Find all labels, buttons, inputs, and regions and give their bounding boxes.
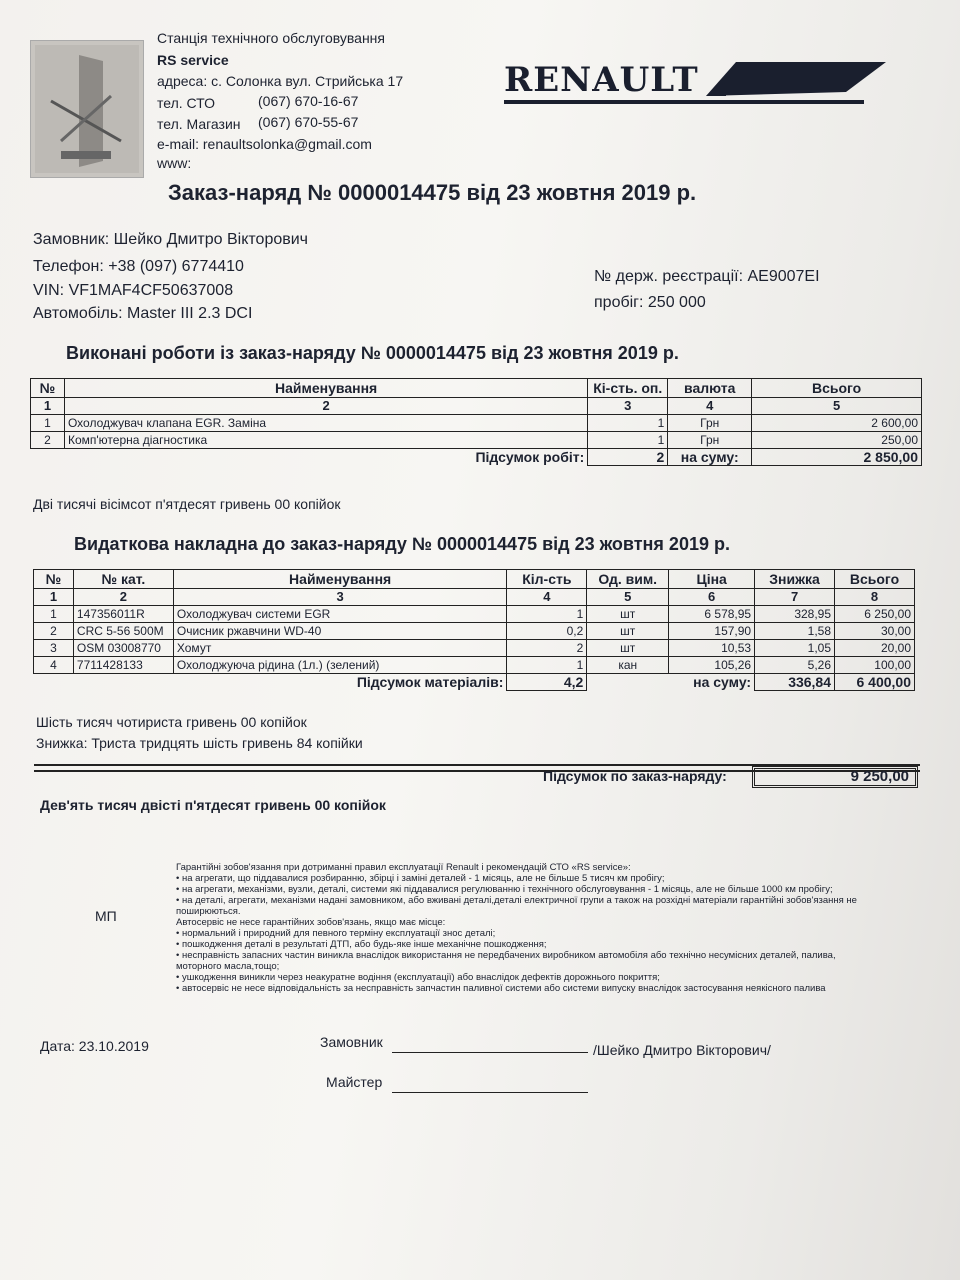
cell: 6 578,95: [669, 606, 755, 623]
works-number-row: [31, 398, 922, 415]
table-row: [34, 657, 915, 674]
works-sum-label: на суму:: [668, 449, 752, 466]
works-subtotal-row: [31, 449, 922, 466]
cell: Охолоджуюча рідина (1л.) (зелений): [173, 657, 507, 674]
warranty-line: Автосервіс не несе гарантійних зобов'язань, якщо має місце:: [176, 917, 446, 928]
table-row: [34, 640, 915, 657]
warranty-line: • на агрегати, механізми, вузли, деталі, системи які піддавалися регулюванню і технічного обслуговування - 1 місяць, але не більше 1000 км пробігу;: [176, 884, 833, 895]
col-qty: Кі-сть. оп.: [588, 379, 668, 398]
cell: 2: [507, 640, 587, 657]
warranty-line: • нормальний і природний для певного терміну експлуатації знос деталі;: [176, 928, 496, 939]
col-index: 3: [173, 589, 507, 606]
works-table: [30, 378, 922, 466]
parts-sum-label: на суму:: [693, 674, 752, 691]
works-header-row: [31, 379, 922, 398]
warranty-line: • на деталі, агрегати, механізми надані замовником, або вживані деталі,деталі електричної групи а також на розхідні матеріали гарантійні зобов'язання не: [176, 895, 857, 906]
customer-signature-name: /Шейко Дмитро Вікторович/: [593, 1042, 771, 1058]
warranty-line: • ушкодження виникли через неакуратне водіння (експлуатації) або внаслідок дефектів дорожнього покриття;: [176, 972, 660, 983]
col-index: 1: [31, 398, 65, 415]
discount-words: Знижка: Триста тридцять шість гривень 84 копійки: [36, 735, 363, 751]
brand-underline: [504, 100, 864, 104]
cell: 4: [34, 657, 74, 674]
warranty-line: поширюються.: [176, 906, 241, 917]
cell: 1: [34, 606, 74, 623]
cell: 2 600,00: [752, 415, 922, 432]
cell: 1: [588, 432, 668, 449]
company-name: RS service: [157, 52, 229, 68]
works-subtotal-qty: 2: [588, 449, 668, 466]
company-logo: [30, 40, 144, 178]
document-date: Дата: 23.10.2019: [40, 1038, 149, 1054]
cell: 105,26: [669, 657, 755, 674]
col-discount: Знижка: [755, 570, 835, 589]
cell: Охолоджувач клапана EGR. Заміна: [64, 415, 587, 432]
cell: шт: [587, 623, 669, 640]
cell: 157,90: [669, 623, 755, 640]
master-signature-line: [392, 1092, 588, 1093]
parts-discount-total: 336,84: [755, 674, 835, 691]
col-total: Всього: [835, 570, 915, 589]
cell: 1: [31, 415, 65, 432]
cell: шт: [587, 640, 669, 657]
registration-number: № держ. реєстрації: AE9007EI: [594, 268, 820, 285]
station-label: Станція технічного обслуговування: [157, 30, 385, 46]
car-model: Автомобіль: Master III 2.3 DCI: [33, 305, 253, 322]
col-index: 5: [752, 398, 922, 415]
works-sum-value: 2 850,00: [752, 449, 922, 466]
cell: 20,00: [835, 640, 915, 657]
warranty-line: Гарантійні зобов'язання при дотриманні правил експлуатації Renault і рекомендацій СТО «RS service»:: [176, 862, 631, 873]
phone-shop: (067) 670-55-67: [258, 114, 359, 130]
table-row: [34, 623, 915, 640]
col-index: 8: [835, 589, 915, 606]
col-index: 1: [34, 589, 74, 606]
col-number: №: [31, 379, 65, 398]
cell: 5,26: [755, 657, 835, 674]
col-currency: валюта: [668, 379, 752, 398]
address: адреса: с. Солонка вул. Стрийська 17: [157, 73, 404, 89]
cell: 2: [34, 623, 74, 640]
col-index: 4: [507, 589, 587, 606]
customer-signature-label: Замовник: [320, 1034, 383, 1050]
parts-subtotal-qty: 4,2: [507, 674, 587, 691]
col-index: 3: [588, 398, 668, 415]
cell: Хомут: [173, 640, 507, 657]
brand-stripes-icon: [696, 62, 886, 100]
col-price: Ціна: [669, 570, 755, 589]
parts-number-row: [34, 589, 915, 606]
parts-title: Видаткова накладна до заказ-наряду № 0000014475 від 23 жовтня 2019 р.: [74, 534, 730, 554]
cell: Комп'ютерна діагностика: [64, 432, 587, 449]
customer-name: Замовник: Шейко Дмитро Вікторович: [33, 231, 309, 248]
parts-sum-value: 6 400,00: [835, 674, 915, 691]
cell: кан: [587, 657, 669, 674]
cell: 250,00: [752, 432, 922, 449]
cell: 147356011R: [73, 606, 173, 623]
parts-table: [33, 569, 915, 691]
col-index: 5: [587, 589, 669, 606]
col-name: Найменування: [173, 570, 507, 589]
cell: 6 250,00: [835, 606, 915, 623]
order-total-value: 9 250,00: [752, 766, 918, 788]
order-total-words: Дев'ять тисяч двісті п'ятдесят гривень 00 копійок: [40, 797, 386, 813]
table-row: [31, 415, 922, 432]
email: e-mail: renaultsolonka@gmail.com: [157, 136, 372, 152]
customer-signature-line: [392, 1052, 588, 1053]
cell: 30,00: [835, 623, 915, 640]
cell: 1: [588, 415, 668, 432]
customer-phone: Телефон: +38 (097) 6774410: [33, 258, 244, 275]
phone-sto: (067) 670-16-67: [258, 93, 359, 109]
cell: 3: [34, 640, 74, 657]
cell: CRC 5-56 500M: [73, 623, 173, 640]
col-number: №: [34, 570, 74, 589]
stamp-label: МП: [95, 908, 117, 924]
col-index: 4: [668, 398, 752, 415]
col-index: 2: [64, 398, 587, 415]
cell: 1: [507, 657, 587, 674]
cell: 7711428133: [73, 657, 173, 674]
cell: OSM 03008770: [73, 640, 173, 657]
www-label: www:: [157, 155, 192, 171]
page-title: Заказ-наряд № 0000014475 від 23 жовтня 2019 р.: [168, 180, 697, 205]
parts-header-row: [34, 570, 915, 589]
cell: Грн: [668, 415, 752, 432]
works-amount-words: Дві тисячі вісімсот п'ятдесят гривень 00 копійок: [33, 496, 341, 512]
col-qty: Кіл-сть: [507, 570, 587, 589]
warranty-line: моторного масла,тощо;: [176, 961, 280, 972]
cell: 2: [31, 432, 65, 449]
warranty-line: • несправність запасних частин виникла внаслідок використання не передбачених виробником автомобіля або технічно несумісних деталей, палива,: [176, 950, 836, 961]
parts-subtotal-label: Підсумок матеріалів:: [356, 674, 504, 691]
warranty-terms: [176, 862, 926, 994]
renault-brand: RENAULT: [504, 60, 699, 100]
cell: 10,53: [669, 640, 755, 657]
parts-subtotal-row: [34, 674, 915, 691]
cell: Охолоджувач системи EGR: [173, 606, 507, 623]
warranty-line: • на агрегати, що піддавалися розбиранню, збірці і заміні деталей - 1 місяць, але не більше 5 тисяч км пробігу;: [176, 873, 665, 884]
table-row: [31, 432, 922, 449]
vin: VIN: VF1MAF4CF50637008: [33, 282, 234, 299]
cell: 328,95: [755, 606, 835, 623]
phone-sto-label: тел. СТО: [157, 95, 215, 111]
col-unit: Од. вим.: [587, 570, 669, 589]
jack-logo-icon: [31, 41, 143, 177]
mileage: пробіг: 250 000: [594, 294, 706, 311]
cell: шт: [587, 606, 669, 623]
col-index: 6: [669, 589, 755, 606]
parts-amount-words: Шість тисяч чотириста гривень 00 копійок: [36, 714, 307, 730]
cell: 1,58: [755, 623, 835, 640]
cell: 1: [507, 606, 587, 623]
order-total-label: Підсумок по заказ-наряду:: [543, 768, 727, 784]
master-signature-label: Майстер: [326, 1074, 383, 1090]
cell: 0,2: [507, 623, 587, 640]
works-subtotal-label: Підсумок робіт:: [475, 449, 585, 466]
col-name: Найменування: [64, 379, 587, 398]
warranty-line: • автосервіс не несе відповідальність за несправність запчастин паливної системи або системи випуску внаслідок застосування неякісного палива: [176, 983, 826, 994]
cell: 1,05: [755, 640, 835, 657]
phone-shop-label: тел. Магазин: [157, 116, 241, 132]
cell: Очисник ржавчини WD-40: [173, 623, 507, 640]
cell: Грн: [668, 432, 752, 449]
warranty-line: • пошкодження деталі в результаті ДТП, або будь-яке інше механічне пошкодження;: [176, 939, 547, 950]
col-catalog: № кат.: [73, 570, 173, 589]
cell: 100,00: [835, 657, 915, 674]
table-row: [34, 606, 915, 623]
works-title: Виконані роботи із заказ-наряду № 0000014475 від 23 жовтня 2019 р.: [66, 343, 679, 363]
col-total: Всього: [752, 379, 922, 398]
col-index: 7: [755, 589, 835, 606]
col-index: 2: [73, 589, 173, 606]
